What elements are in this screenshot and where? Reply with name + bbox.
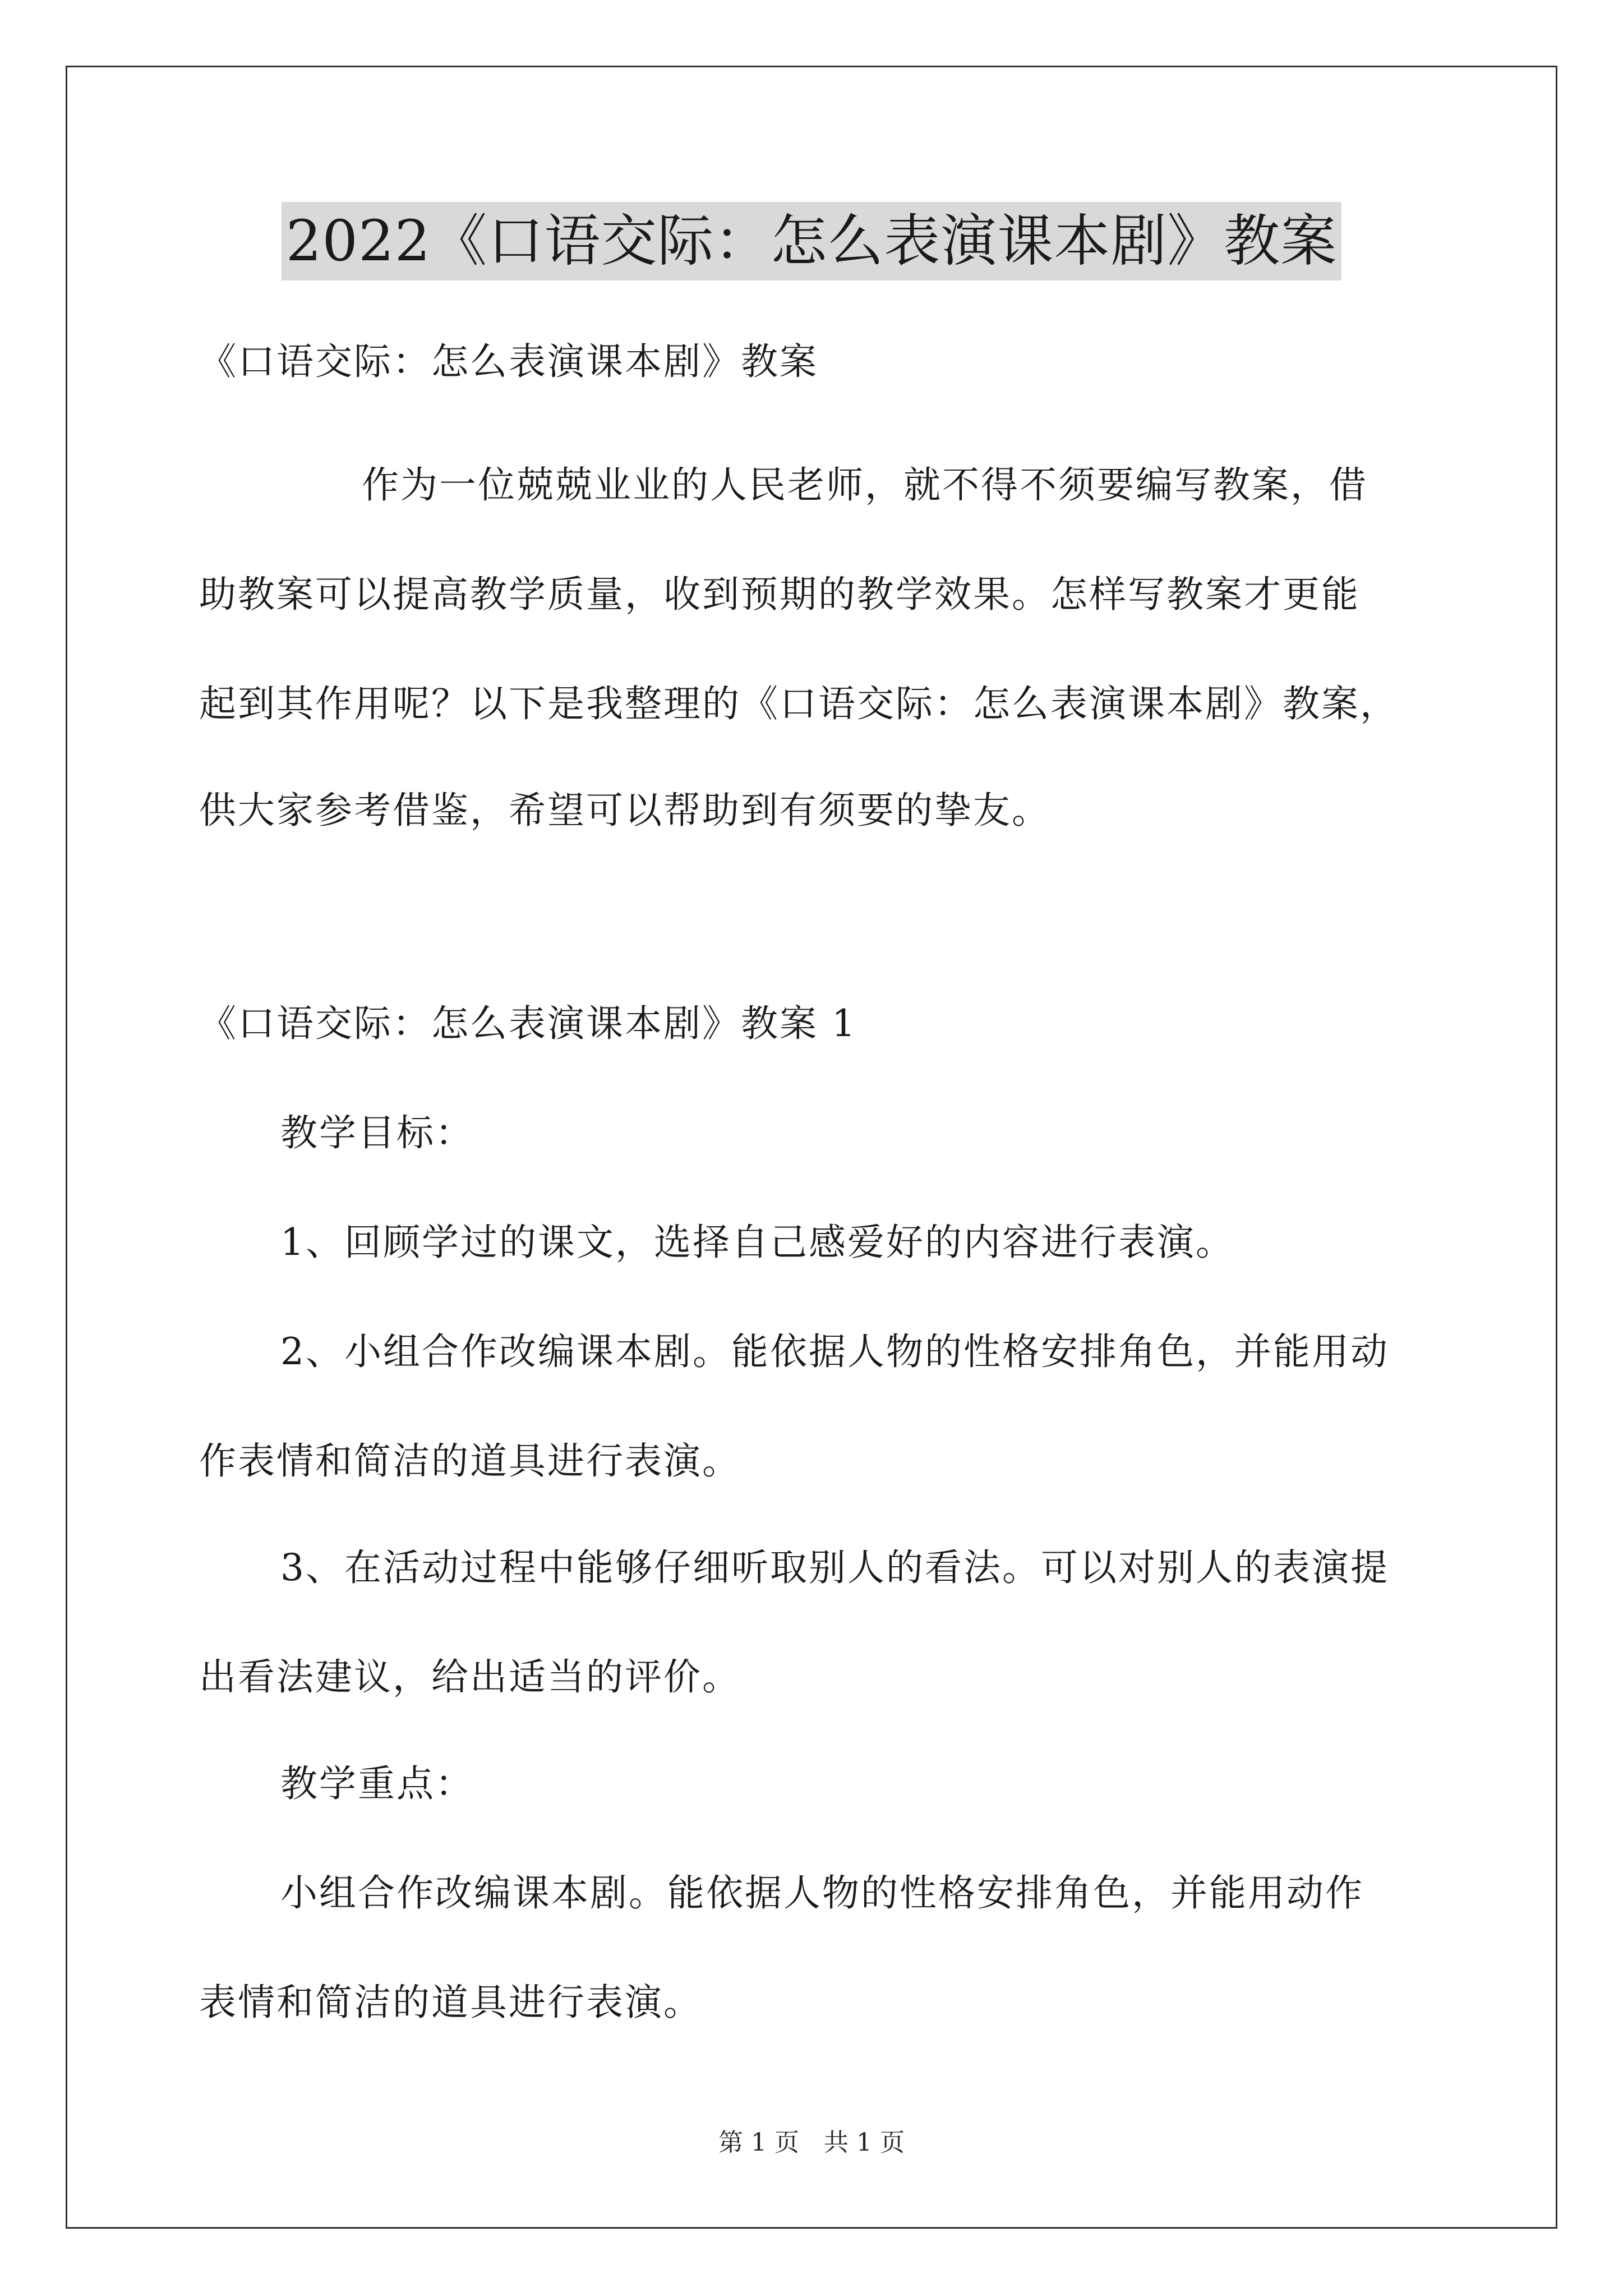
document-title: 2022《口语交际：怎么表演课本剧》教案 xyxy=(282,202,1342,280)
paragraph-line: 出看法建议，给出适当的评价。 xyxy=(199,1655,741,1699)
paragraph-line: 2、小组合作改编课本剧。能依据人物的性格安排角色，并能用动 xyxy=(280,1330,1389,1373)
paragraph-line: 起到其作用呢？以下是我整理的《口语交际：怎么表演课本剧》教案， xyxy=(199,682,1399,725)
paragraph-line: 小组合作改编课本剧。能依据人物的性格安排角色，并能用动作 xyxy=(280,1871,1364,1915)
paragraph-line: 作为一位兢兢业业的人民老师，就不得不须要编写教案，借 xyxy=(362,463,1368,507)
paragraph-line: 供大家参考借鉴，希望可以帮助到有须要的挚友。 xyxy=(199,789,1050,832)
subtitle-line: 《口语交际：怎么表演课本剧》教案 xyxy=(199,340,818,383)
section-heading: 《口语交际：怎么表演课本剧》教案 1 xyxy=(199,1002,857,1045)
paragraph-line: 教学目标： xyxy=(280,1111,474,1154)
page-footer: 第 1 页 共 1 页 xyxy=(718,2128,905,2157)
paragraph-line: 表情和简洁的道具进行表演。 xyxy=(199,1981,702,2024)
paragraph-line: 1、回顾学过的课文，选择自己感爱好的内容进行表演。 xyxy=(280,1221,1234,1264)
paragraph-line: 教学重点： xyxy=(280,1762,474,1805)
paragraph-line: 助教案可以提高教学质量，收到预期的教学效果。怎样写教案才更能 xyxy=(199,573,1360,616)
paragraph-line: 3、在活动过程中能够仔细听取别人的看法。可以对别人的表演提 xyxy=(280,1546,1389,1589)
paragraph-line: 作表情和简洁的道具进行表演。 xyxy=(199,1439,741,1483)
title-container xyxy=(0,202,1623,280)
